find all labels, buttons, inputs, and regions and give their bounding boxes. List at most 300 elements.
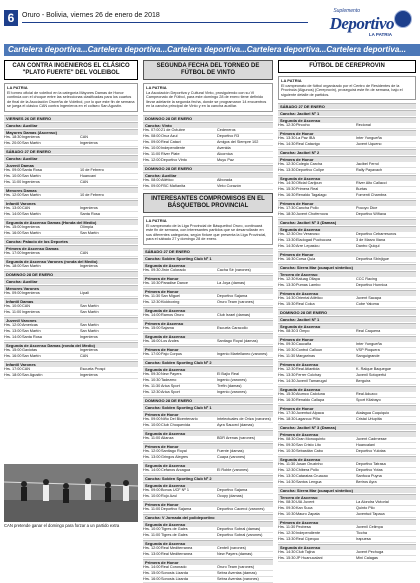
fixture-section-header: Primera de Honor xyxy=(143,288,273,294)
volleyball-photo xyxy=(4,464,138,522)
match-time: Hrs. 13:30 xyxy=(278,168,296,173)
team-home: Chibera Pollo xyxy=(296,468,319,473)
fixture-section-header: Juvenil Damas xyxy=(4,162,138,168)
fixture-row xyxy=(278,244,416,250)
team-away: Ingenieros xyxy=(80,372,98,377)
fixture-section-header: Primera de Ascenso xyxy=(278,290,416,296)
match-time: Hrs. 15:00 xyxy=(143,570,161,575)
team-home: Ingenieros xyxy=(22,290,40,295)
fixture-section-header: Cancha: Auxiliar xyxy=(4,155,138,161)
fixture-section-header: Segunda de Ascenso xyxy=(143,430,273,436)
fixture-row xyxy=(4,251,138,257)
match-time: Hrs. 14:00 xyxy=(4,334,22,339)
team-home: JP Huanucalani xyxy=(296,556,323,561)
fixture-section-header: Cancha: Solden Sporting Club Nº 1 xyxy=(143,404,273,410)
photo-caption: CAN pretende ganar el domingo para forzar a un partido extra xyxy=(4,523,120,528)
fixture-section-header: Segunda de Ascenso Damas (ronda del Medio) xyxy=(4,342,138,348)
team-home: Juvent Chofernova xyxy=(296,212,328,217)
team-home: Arre Lepasicu xyxy=(296,244,320,249)
match-time: Hrs. 11:00 xyxy=(4,179,22,184)
team-home: Oruz Azul xyxy=(161,133,178,138)
team-away: Recional xyxy=(356,123,371,128)
team-home: Renaldo Tagalago xyxy=(296,193,327,198)
match-time: Hrs. 08:30 xyxy=(278,437,296,442)
fixture-section-header: Segunda de Ascenso xyxy=(278,456,416,462)
team-home: Cataratas Cruacao xyxy=(296,474,328,479)
team-home: 3 Ómpo xyxy=(296,329,310,334)
page-number: 6 xyxy=(4,10,18,26)
team-home: Santiago Royal xyxy=(161,448,187,453)
team-away: Deportivo Yotas xyxy=(356,468,383,473)
match-time: Hrs. 12:30 xyxy=(278,162,296,167)
team-away: CAN xyxy=(80,353,89,358)
fixture-row xyxy=(143,268,273,274)
team-away: 10 de Febrero xyxy=(80,167,104,172)
match-time: Hrs. 08:00 xyxy=(143,133,161,138)
fixture-section-header: Segunda de Ascenso xyxy=(143,521,273,527)
fixture-row xyxy=(4,264,138,270)
match-time: Hrs. 12:30 xyxy=(278,232,296,237)
team-away: Oruro Team (varones) xyxy=(217,299,255,304)
fixture-row xyxy=(278,449,416,455)
match-time: Hrs. 09:00 xyxy=(143,183,161,188)
fixture-section-header: Infantil Varones xyxy=(4,361,138,367)
team-away: Ayra Sauced (damas) xyxy=(217,422,254,427)
fixture-section-header: Cancha: Auxiliar xyxy=(143,172,273,178)
fixture-section-header: Segunda de Ascenso xyxy=(143,366,273,372)
team-home: Rojo Azul xyxy=(161,493,178,498)
fixture-row xyxy=(278,123,416,129)
team-home: San Martín xyxy=(22,230,41,235)
match-time: Hrs. 11:00 xyxy=(143,532,161,537)
fixture-section-header: Primera de Honor xyxy=(143,275,273,281)
team-away: Oruro Team (varones) xyxy=(217,564,255,569)
team-home: San Martín xyxy=(22,192,41,197)
team-home: San Martín xyxy=(22,353,41,358)
team-home: FBC Mañanita xyxy=(161,183,186,188)
match-time: Hrs. 08:00 xyxy=(143,177,161,182)
team-home: Ramos Oruro xyxy=(161,312,184,317)
fixture-row xyxy=(4,354,138,360)
team-away: La Alondra Victorial xyxy=(356,500,389,505)
team-home: Americas xyxy=(22,322,38,327)
fixture-section-header: SÁBADO 27 DE ENERO xyxy=(143,248,273,254)
team-away: Cuapa (varones) xyxy=(217,454,246,459)
team-away: Deportivo Wiñaxa xyxy=(356,212,386,217)
team-home: Oriental Atlético xyxy=(296,296,323,301)
fixture-section-header: Cancha: Solden Sporting Club Nº 1 xyxy=(143,255,273,261)
team-away: Deportivo Sajama xyxy=(217,293,248,298)
match-time: Hrs. 09:00 xyxy=(143,139,161,144)
team-away: 3 de Marzo Iliana xyxy=(356,238,386,243)
team-away: Juvent Pechuga xyxy=(356,550,384,555)
match-time: Hrs. 11:30 xyxy=(278,525,296,530)
fixture-section-header: DOMINGO 28 DE ENERO xyxy=(143,397,273,403)
fixture-list-vinto xyxy=(143,115,273,190)
fixture-section-header: Segunda de Ascenso xyxy=(143,307,273,313)
match-time: Hrs. 16:30 xyxy=(278,257,296,262)
brand-title: Deportivo xyxy=(329,14,394,33)
team-away: Mini Calagas xyxy=(356,556,378,561)
fixture-row xyxy=(4,231,138,237)
team-away: Alcornica xyxy=(217,151,233,156)
team-away: Real Caquena xyxy=(356,329,381,334)
match-time: Hrs. 12:30 xyxy=(278,468,296,473)
match-time: Hrs. 09:30 xyxy=(143,267,161,272)
team-away: Deportivo Cebarresoros xyxy=(356,232,397,237)
team-away: San Martín xyxy=(80,230,99,235)
team-home: Santa Rosa xyxy=(22,167,42,172)
match-time: Hrs. 09:30 xyxy=(278,342,296,347)
team-home: Juventud Alpaca xyxy=(296,411,324,416)
fixture-section-header: Primera de Honor xyxy=(278,200,416,206)
team-home: Jirón Colorado xyxy=(161,267,186,272)
fixture-row xyxy=(278,398,416,404)
fixture-row xyxy=(143,339,273,345)
team-home: Real Catavigo xyxy=(296,142,320,147)
team-home: Real Colca xyxy=(296,302,315,307)
match-time: Hrs. 14:30 xyxy=(278,379,296,384)
match-time: Hrs. 12:30 xyxy=(143,389,161,394)
team-home: San Agustín xyxy=(22,372,43,377)
team-away: Juventud Tapaca xyxy=(356,512,385,517)
team-away: Deportivo Tatrasa xyxy=(356,462,386,467)
team-away: Ticcha xyxy=(356,531,368,536)
match-time: Hrs. 11:00 xyxy=(143,435,161,440)
fixture-row xyxy=(143,494,273,500)
fixture-row xyxy=(278,512,416,518)
fixture-section-header: Segunda de Ascenso xyxy=(278,544,416,550)
match-time: Hrs. 17:30 xyxy=(278,206,296,211)
match-time: Hrs. 12:00 xyxy=(143,448,161,453)
team-away: Juvenil Sotoperful xyxy=(356,373,387,378)
team-home: Deportivo Sajama xyxy=(161,506,192,511)
team-home: Sonosis Lizarda xyxy=(161,576,189,581)
team-away: Deportiva Sbinjigue xyxy=(356,257,389,262)
team-home: Real Catavi xyxy=(161,139,181,144)
team-away: Club Israel (damas) xyxy=(217,312,251,317)
article-title-vinto: SEGUNDA FECHA DEL TORNEO DE FÚTBOL DE VINTO xyxy=(143,60,273,80)
team-away: Sport Kilabayo xyxy=(356,398,381,403)
fixture-section-header: Primera de Honor xyxy=(278,156,416,162)
column-cereprovin xyxy=(278,60,416,561)
intro-source: LA PATRIA xyxy=(146,217,167,223)
match-time: Hrs. 18:30 xyxy=(278,417,296,422)
match-time: Hrs. 15:00 xyxy=(4,347,22,352)
fixture-section-header: Tercera de Ascenso xyxy=(278,494,416,500)
match-time: Hrs. 11:30 xyxy=(278,462,296,467)
team-home: River Plate xyxy=(161,151,180,156)
match-time: Hrs. 14:30 xyxy=(278,296,296,301)
team-away: Cristal Uriupiita xyxy=(356,417,382,422)
team-home: Ingenieros xyxy=(22,134,40,139)
match-time: Hrs. 15:30 xyxy=(278,302,296,307)
team-home: Control Calluun xyxy=(296,348,323,353)
team-home: CAN xyxy=(22,205,31,210)
team-home: Corsa Quia xyxy=(296,257,316,262)
fixture-section-header: Segunda de Ascenso xyxy=(278,323,416,329)
match-time: Hrs. 13:00 xyxy=(4,205,22,210)
team-home: Sonosis Lizarda xyxy=(161,570,189,575)
match-time: Hrs. 17:00 xyxy=(4,250,22,255)
fixture-row xyxy=(143,390,273,396)
match-time: Hrs. 11:00 xyxy=(143,151,161,156)
team-away: San Martín xyxy=(80,309,99,314)
team-home: Deportivo Vinto xyxy=(161,157,187,162)
match-time: Hrs. 08:30 xyxy=(278,500,296,505)
match-time: Hrs. 09:30 xyxy=(278,506,296,511)
match-time: Hrs. 12:00 xyxy=(4,192,22,197)
team-home: Cefanos Arcagua xyxy=(161,467,191,472)
fixture-section-header: Primera de Honor xyxy=(278,405,416,411)
team-home: Santos Lengua xyxy=(296,480,322,485)
team-away: Inter Yungueña xyxy=(356,342,382,347)
team-away: Sanfoca Puyna xyxy=(356,474,382,479)
team-home: Tadezmo xyxy=(161,377,177,382)
team-home: Ingenieros xyxy=(22,250,40,255)
fixture-row xyxy=(143,158,273,164)
fixture-section-header: Menores Varones xyxy=(4,285,138,291)
team-away: San Martín xyxy=(80,303,99,308)
column-vinto-basketball xyxy=(143,60,273,581)
fixture-section-header: Primera de Honor xyxy=(143,559,273,565)
team-away: Ocopy (damas) xyxy=(217,493,243,498)
match-time: Hrs. 16:00 xyxy=(4,230,22,235)
team-home: Deportivo Collpe xyxy=(296,168,325,173)
fixture-section-header: Cancha: Auxiliar xyxy=(4,278,138,284)
team-away: Avenida xyxy=(217,145,231,150)
fixture-section-header: Menores Damas xyxy=(4,187,138,193)
team-away: Burtas xyxy=(356,187,367,192)
match-time: Hrs. 09:00 xyxy=(143,416,161,421)
article-title-cereprovin: FÚTBOL DE CEREPROVIN xyxy=(278,60,416,73)
fixture-row xyxy=(278,142,416,148)
fixture-row xyxy=(278,480,416,486)
fixture-row xyxy=(278,537,416,543)
fixture-row xyxy=(143,533,273,539)
fixture-section-header: Cancha: Sierra Mar (cuaquel sintetico) xyxy=(278,487,416,493)
fixture-row xyxy=(143,455,273,461)
team-home: Ingenieros xyxy=(22,224,40,229)
fixture-section-header: Segunda de Ascenso Varones (ronda del Medio) xyxy=(4,258,138,264)
fixture-row xyxy=(278,168,416,174)
team-away: Cedeneros xyxy=(217,127,236,132)
match-time: Hrs. 14:30 xyxy=(278,244,296,249)
article-intro-cereprovin xyxy=(278,76,416,100)
fixture-section-header: DOMINGO 28 DE ENERO xyxy=(143,115,273,121)
team-away: Irapuesa xyxy=(356,537,371,542)
match-time: Hrs. 13:30 xyxy=(278,537,296,542)
team-home: Pecbesa xyxy=(296,525,311,530)
match-time: Hrs. 10:00 xyxy=(143,422,161,427)
team-away: Muyu Paz xyxy=(217,157,234,162)
team-away: El Bajío Real xyxy=(217,371,239,376)
fixture-section-header: Juvenil Varones xyxy=(4,317,138,323)
match-time: Hrs. 12:00 xyxy=(143,545,161,550)
header-rule xyxy=(22,22,308,23)
match-time: Hrs. 12:30 xyxy=(278,367,296,372)
match-time: Hrs. 11:30 xyxy=(278,354,296,359)
team-away: San Martín xyxy=(80,322,99,327)
team-home: Pinocho xyxy=(296,123,310,128)
match-time: Hrs. 10:00 xyxy=(4,173,22,178)
team-away: Santa Rosa xyxy=(80,211,100,216)
fixture-section-header: Segunda de Ascenso xyxy=(278,117,416,123)
team-away: San Martín xyxy=(80,328,99,333)
fixture-row xyxy=(278,302,416,308)
fixture-row xyxy=(4,193,138,199)
fixture-row xyxy=(143,184,273,190)
team-away: Santiago Royal (damas) xyxy=(217,338,258,343)
match-time: Hrs. 14:00 xyxy=(143,564,161,569)
match-time: Hrs. 13:30 xyxy=(278,474,296,479)
match-time: Hrs. 16:30 xyxy=(278,398,296,403)
team-home: San Cristo Lito xyxy=(296,443,321,448)
intro-text: El campeonato de fútbol organizado por el Centro de Residentes de la Provincia (Algunos) (Cereprovin), proseguirá este fin de semana, bajo el siguiente detalle de partidos. xyxy=(281,83,403,97)
match-time: Hrs. 14:00 xyxy=(143,467,161,472)
team-away: Amigos del Siempre 102 xyxy=(217,139,259,144)
team-away: CAN xyxy=(80,179,89,184)
fixture-row xyxy=(4,141,138,147)
fixture-section-header: Cancha: Jacibel Nº 3 (Damas) xyxy=(278,424,416,430)
team-home: 21 de Octubre xyxy=(161,127,186,132)
fixture-row xyxy=(278,283,416,289)
fixture-row xyxy=(143,281,273,287)
team-away: Fuente (damas) xyxy=(217,448,244,453)
team-home: CAN xyxy=(22,366,31,371)
team-away: Deportivo Sobral (varones) xyxy=(217,532,263,537)
team-home: Ingenieros xyxy=(22,179,40,184)
match-time: Hrs. 17:00 xyxy=(143,351,161,356)
match-time: Hrs. 16:30 xyxy=(278,193,296,198)
team-home: Sajama xyxy=(161,325,174,330)
team-home: Santa Rosa xyxy=(22,334,42,339)
team-home: San Martín xyxy=(22,328,41,333)
fixture-section-header: SÁBADO 27 DE ENERO xyxy=(4,148,138,154)
team-home: Pumas Lambo xyxy=(296,283,321,288)
intro-text: El campeonato de la Liga Provincial de Básquetbol Oruro, continuará este fin de semana, con interesantes partidos que se desarrollarán en sus diferentes categorías, según fixture que presenta la Liga Provincial, para el sábado 27 y domingo 28 de enero. xyxy=(146,223,267,242)
team-away: K. Ralque Baquegue xyxy=(356,367,392,372)
article-intro xyxy=(4,83,138,112)
match-time: Hrs. 10:30 xyxy=(278,449,296,454)
team-away: Escuela Caracollo xyxy=(217,325,248,330)
fixture-section-header: Cancha: Jacibel Nº 2 xyxy=(278,149,416,155)
team-home: Kan Suca xyxy=(296,506,313,511)
fixture-row xyxy=(143,577,273,583)
team-away: Deportivo Sobral (damas) xyxy=(217,526,261,531)
fixture-row xyxy=(143,352,273,358)
match-time: Hrs. 12:00 xyxy=(4,322,22,327)
fixture-section-header: Segunda de Ascenso xyxy=(278,226,416,232)
team-home: San Martín xyxy=(22,263,41,268)
section-banner: Cartelera deportiva...Cartelera deportiva...Cartelera deportiva...Cartelera deportiva...Cartelera deportiva... xyxy=(4,44,420,56)
team-away: Vinto Corazón xyxy=(217,183,241,188)
fixture-row xyxy=(4,310,138,316)
match-time: Hrs. 13:30 xyxy=(278,238,296,243)
team-away: Deportivo R3 xyxy=(217,133,240,138)
article-intro-vinto xyxy=(143,83,273,112)
fixture-row xyxy=(278,556,416,562)
match-time: Hrs. 18:30 xyxy=(4,134,22,139)
team-away: Fomenti Chambra xyxy=(356,193,387,198)
team-away: Ingenieros xyxy=(80,140,98,145)
fixture-row xyxy=(278,354,416,360)
fixture-section-header: Cancha: Jacibel Nº 1 xyxy=(278,110,416,116)
team-away: BDR Arenas (varones) xyxy=(217,435,255,440)
team-away: Deportivo Yulotas xyxy=(356,449,386,454)
team-home: Club Tajina xyxy=(296,550,315,555)
fixture-section-header: Cancha: V Jornada del polideportivo xyxy=(143,514,273,520)
team-home: Bonus UCF Nº 1 xyxy=(161,487,189,492)
fixture-section-header: Cancha: Vinto xyxy=(143,122,273,128)
fixture-row xyxy=(278,193,416,199)
match-time: Hrs. 14:30 xyxy=(278,142,296,147)
team-home: San Martín xyxy=(22,173,41,178)
match-time: Hrs. 14:30 xyxy=(278,550,296,555)
fixture-list-basketball xyxy=(143,248,273,583)
match-time: Hrs. 09:00 xyxy=(4,167,22,172)
match-time: Hrs. 07:00 xyxy=(143,127,161,132)
team-away: New Payers (damas) xyxy=(217,551,253,556)
fixture-row xyxy=(143,300,273,306)
fixture-list-cereprovin xyxy=(278,103,416,562)
team-away: Atalagua Cuquiquio xyxy=(356,411,390,416)
team-home: Paradise Dance xyxy=(161,280,189,285)
match-time: Hrs. 14:30 xyxy=(278,181,296,186)
team-home: Atumco Caloluna xyxy=(296,392,325,397)
fixture-section-header: Mayores Damas (Ascenso) xyxy=(4,129,138,135)
match-time: Hrs. 13:00 xyxy=(143,454,161,459)
match-time: Hrs. 16:00 xyxy=(4,353,22,358)
team-home: CAN xyxy=(22,303,31,308)
match-time: Hrs. 17:00 xyxy=(4,366,22,371)
fixture-section-header: Segunda de Ascenso Damas (Honda del Medio) xyxy=(4,219,138,225)
team-home: Primera Real xyxy=(296,187,319,192)
match-time: Hrs. 16:00 xyxy=(143,576,161,581)
match-time: Hrs. 10:00 xyxy=(143,493,161,498)
match-time: Hrs. 12:30 xyxy=(143,299,161,304)
fixture-row xyxy=(4,212,138,218)
fixture-row xyxy=(4,291,138,297)
fixture-section-header: Segunda de Ascenso xyxy=(143,262,273,268)
intro-source: LA PATRIA xyxy=(281,78,302,83)
team-home: Gaviotas xyxy=(22,347,37,352)
team-away: Ingenieros xyxy=(80,347,98,352)
match-time: Hrs. 12:30 xyxy=(278,123,296,128)
match-time: Hrs. 10:00 xyxy=(143,526,161,531)
match-time: Hrs. 09:00 xyxy=(4,290,22,295)
team-home: Independiente xyxy=(161,145,186,150)
match-time: Hrs. 18:30 xyxy=(278,212,296,217)
fixture-row xyxy=(4,335,138,341)
fixture-row xyxy=(278,257,416,263)
team-away: Cacha Sé (varones) xyxy=(217,267,251,272)
team-away: CAN xyxy=(80,250,89,255)
team-away: River Alto Callacci xyxy=(356,181,387,186)
team-home: Kaluag Ollapa xyxy=(296,277,320,282)
team-away: Ingenieros xyxy=(80,263,98,268)
fixture-row xyxy=(4,373,138,379)
fixture-section-header: Primera de Ascenso xyxy=(143,320,273,326)
team-away: Alborada xyxy=(217,177,233,182)
match-time: Hrs. 17:30 xyxy=(278,411,296,416)
team-home: Oro Veranoso xyxy=(296,232,320,237)
fixture-section-header: Segunda de Ascenso xyxy=(278,386,416,392)
team-home: Caucaña xyxy=(296,342,312,347)
fixture-section-header: Primera de Ascenso xyxy=(278,361,416,367)
match-time: Hrs. 13:30 xyxy=(278,373,296,378)
fixture-section-header: Primera de Honor xyxy=(278,130,416,136)
